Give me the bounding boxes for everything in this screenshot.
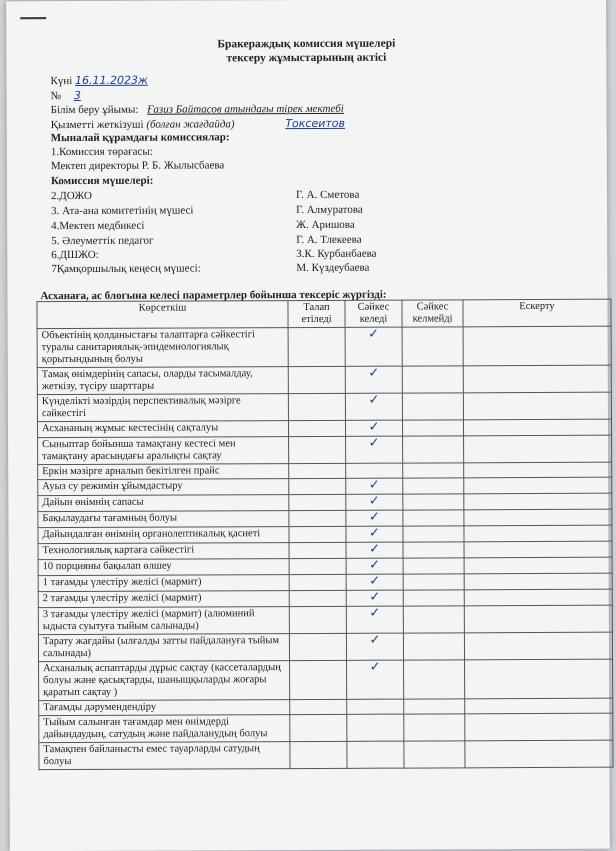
member-name: М. Күздеубаева [296,261,370,275]
criterion-cell: 10 порцияны бақылап өлшеу [38,559,289,576]
non-compliant-cell [402,327,463,366]
required-cell [289,558,346,574]
criterion-cell: Күнделікті мәзірдің перспективалық мәзірге сәйкестігі [37,394,288,422]
note-cell [464,509,612,526]
note-cell [464,435,612,463]
compliant-cell [347,660,404,699]
note-cell [464,477,612,494]
required-cell [289,478,346,494]
note-cell [464,605,612,633]
check-mark-icon: ✓ [368,509,380,525]
table-row [38,605,612,635]
criterion-cell: Тамақ өнімдерінің сапасы, оларды тасымалдау, жеткізу, түсіру шарттары [37,367,288,395]
non-compliant-cell [403,510,464,526]
table-row [39,659,613,701]
non-compliant-cell [403,574,464,590]
org-line [51,103,344,116]
members-heading: Комиссия мүшелері: [50,174,154,188]
compliant-cell [347,714,404,741]
col-header: Сәйкес келмейді [402,300,463,327]
check-mark-icon: ✓ [368,326,380,342]
note-cell [464,589,612,606]
check-mark-icon: ✓ [368,493,380,509]
member-name: Г. А. Сметова [295,188,360,202]
criterion-cell: Ауыз су режимін ұйымдастыру [38,479,289,496]
note-cell [465,659,613,699]
composition-heading: Мыналай құрамдағы комиссиялар: [50,131,230,145]
table-row [38,632,612,662]
compliant-cell [346,558,403,574]
member-name: Ж. Аришова [296,218,355,232]
note-cell [464,493,612,510]
check-mark-icon: ✓ [369,605,381,621]
non-compliant-cell [402,366,463,393]
note-cell [463,419,611,436]
note-cell [465,740,613,768]
member-role: 7Қамқоршылық кеңесң мүшесі: [51,262,201,276]
non-compliant-cell [402,420,463,436]
criterion-cell: Асханалық аспаптарды дұрыс сақтау (кассеталардың болуы және қасықтарды, шаныщқыларды жоғары қаратып сақтау ) [39,661,290,701]
required-cell [289,590,346,606]
col-header: Талап етіледі [288,300,345,327]
required-cell [290,741,347,768]
service-label: Қызметті жеткізуші [50,118,144,132]
compliant-cell [346,478,403,494]
compliant-cell [346,436,403,463]
criterion-cell: 3 тағамды үлестіру желісі (мармит) (алюминий ыдыста суытуға тыйым салынады) [38,607,289,635]
compliant-cell [345,327,402,366]
compliant-cell [346,574,403,590]
document-page [6,0,610,851]
note-cell [464,557,612,574]
non-compliant-cell [403,526,464,542]
check-mark-icon: ✓ [369,573,381,589]
check-mark-icon: ✓ [369,557,381,573]
check-mark-icon: ✓ [368,365,380,381]
criterion-cell: Тыйым салынған тағамдар мен өнімдерді дайындаудың, сатудың және пайдаланудың болуы [39,715,290,743]
col-header: Сәйкес келеді [345,300,402,327]
non-compliant-cell [403,494,464,510]
doc-title-line2: тексеру жұмыстарының актісі [226,51,387,65]
required-cell [289,436,346,463]
check-mark-icon: ✓ [368,525,380,541]
non-compliant-cell [403,436,464,463]
non-compliant-cell [404,714,465,741]
note-cell [463,392,611,420]
chair-label: 1.Комиссия төрағасы: [50,145,153,159]
compliant-cell [346,510,403,526]
member-role: 3. Ата-ана комитетінің мүшесі [51,204,194,218]
note-cell [464,541,612,558]
check-mark-icon: ✓ [369,589,381,605]
org-value: Ғазиз Байтасов атындағы тірек мектебі [147,102,344,116]
criterion-cell: Технологиялық картаға сәйкестігі [38,543,289,560]
required-cell [289,526,346,542]
non-compliant-cell [404,699,465,714]
member-role: 6.ДШЖО: [51,248,99,262]
table-row [37,326,611,368]
required-cell [288,393,345,420]
org-label: Білім беру ұйымы: [50,103,139,117]
criterion-cell: Бақылаудағы тағамның болуы [38,511,289,528]
non-compliant-cell [403,590,464,606]
non-compliant-cell [403,542,464,558]
date-label: Күні [50,75,73,88]
criterion-cell: Тамақпен байланысты емес тауарларды сатудың болуы [39,742,290,770]
table-row [38,435,612,465]
number-line [51,89,91,102]
compliant-cell [346,542,403,558]
compliant-cell [345,420,402,436]
required-cell [289,510,346,526]
required-cell [288,366,345,393]
criterion-cell: Сыныптар бойынша тамақтану кестесі мен тамақтану арасындағы аралықты сақтау [38,437,289,465]
check-mark-icon: ✓ [369,632,381,648]
required-cell [289,494,346,510]
member-name: Г. А. Тлекеева [296,233,362,247]
criterion-cell: 1 тағамды үлестіру желісі (мармит) [38,575,289,592]
note-cell [464,462,612,478]
date-value: 16.11.2023ж [74,73,148,88]
non-compliant-cell [404,741,465,768]
table-row [39,713,613,743]
number-value: 3 [73,88,81,103]
member-role: 5. Әлеуметтік педагог [51,234,154,248]
inspection-table [36,299,613,771]
required-cell [290,714,347,741]
required-cell [289,542,346,558]
compliant-cell [346,463,403,478]
required-cell [289,606,346,633]
check-mark-icon: ✓ [369,541,381,557]
compliant-cell [346,606,403,633]
compliant-cell [346,590,403,606]
criterion-cell: 2 тағамды үлестіру желісі (мармит) [38,591,289,608]
criterion-cell: Еркін мәзірге арналып бекітілген прайс [38,464,289,480]
number-label: № [50,90,62,103]
table-row [37,365,611,395]
compliant-cell [346,526,403,542]
member-role: 2.ДОЖО [50,189,92,203]
col-header: Ескерту [463,299,611,327]
non-compliant-cell [403,633,464,660]
compliant-cell [347,741,404,768]
table-header-row [37,299,611,329]
check-mark-icon: ✓ [368,477,380,493]
criterion-cell: Асхананың жұмыс кестесінің сақталуы [37,421,288,438]
col-header: Көрсеткіш [37,301,288,329]
member-name: З.К. Курбанбаева [296,247,377,261]
chair-value: Мектеп директоры Р. Б. Жылысбаева [50,159,225,173]
service-hint: (болған жағдайда) [146,118,235,131]
note-cell [465,698,613,714]
note-cell [465,713,613,741]
table-heading: Асханаға, ас блогына келесі параметрлер бойынша тексеріс жүргізді: [40,288,387,303]
criterion-cell: Дайындалған өнімнің органолептикалық қасиеті [38,527,289,544]
required-cell [288,420,345,436]
compliant-cell [347,699,404,714]
non-compliant-cell [403,558,464,574]
check-mark-icon: ✓ [368,392,380,408]
check-mark-icon: ✓ [368,419,380,435]
criterion-cell: Тарату жағдайы (ылғалды затты пайдалануға тыйым салынады) [38,634,289,662]
note-cell [464,573,612,590]
required-cell [288,327,345,366]
table-row [39,740,613,770]
check-mark-icon: ✓ [369,659,381,675]
non-compliant-cell [403,463,464,478]
criterion-cell: Дайын өнімнің сапасы [38,495,289,512]
date-line [50,74,147,87]
table-row [37,392,611,422]
non-compliant-cell [402,393,463,420]
check-mark-icon: ✓ [368,435,380,451]
compliant-cell [345,366,402,393]
required-cell [290,699,347,714]
non-compliant-cell [403,606,464,633]
note-cell [464,632,612,660]
required-cell [289,574,346,590]
criterion-cell: Тағамды дәрумендендіру [39,700,290,716]
compliant-cell [346,633,403,660]
member-name: Г. Алмуратова [296,203,363,217]
compliant-cell [345,393,402,420]
service-line [51,117,345,131]
required-cell [289,463,346,478]
note-cell [463,365,611,393]
member-role: 4.Мектеп медбикесі [51,219,145,233]
edge-mark [20,17,46,19]
criterion-cell: Объектінің қолданыстағы талаптарға сәйкестігі туралы санитариялық-эпидемиологиялық қорытындының болуы [37,328,288,368]
non-compliant-cell [403,478,464,494]
non-compliant-cell [404,660,465,699]
note-cell [463,326,611,366]
required-cell [289,633,346,660]
doc-title-line1: Бракераждық комиссия мүшелері [217,37,396,51]
compliant-cell [346,494,403,510]
service-value: Токсеитов [285,116,346,131]
note-cell [464,525,612,542]
required-cell [290,660,347,699]
